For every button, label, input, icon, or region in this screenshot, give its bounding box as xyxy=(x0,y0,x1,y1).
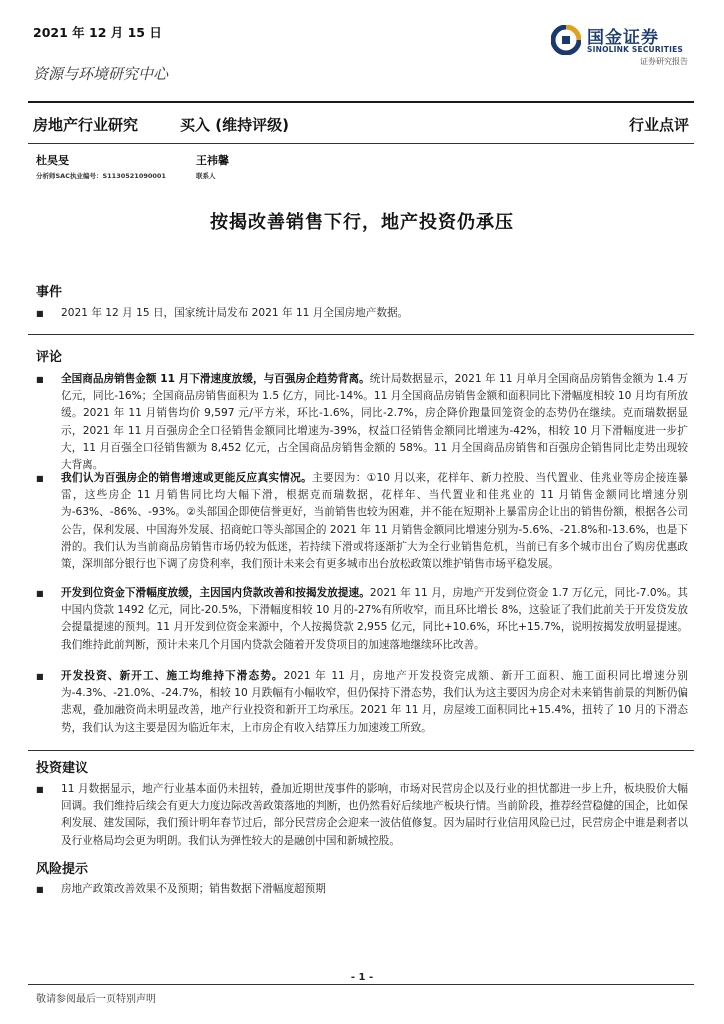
header-divider xyxy=(28,101,694,103)
section-heading-comment: 评论 xyxy=(36,350,63,365)
list-item: ■ 开发到位资金下滑幅度放缓，主因国内贷款改善和按揭发放提速。2021 年 11 月，房地产开发到位资金 1.7 万亿元，同比-7.0%。其中国内贷款 1492 亿元，同比-20.5%，下滑幅度相较 10 月的-27%有所收窄，而且环比增长 8%，这验证了我们此前关于开发贷发放会提量提速的预判。11 月开发到位资金来源中，个人按揭贷款 2,955 亿元，同比+10.6%，环比+15.7%，说明按揭发放明显提速。我们维持此前判断，预计未来几个月国内贷款会随着开发贷项目的加速落地继续环比改善。 xyxy=(36,587,688,651)
section-divider xyxy=(28,334,694,335)
disclaimer-note: 敬请参阅最后一页特别声明 xyxy=(36,994,156,1005)
list-item: ■ 开发投资、新开工、施工均维持下滑态势。2021 年 11 月，房地产开发投资完成额、新开工面积、施工面积同比增速分别为-4.3%、-21.0%、-24.7%，相较 10 月跌幅有小幅收窄，但仍保持下滑态势，我们认为这主要因为房企对未来销售前景的判断仍偏悲观，叠加融资尚未明显改善，地产行业投资和新开工均承压。2021 年 11 月，房屋竣工面积同比+15.4%，扭转了 10 月的下滑态势，我们认为这主要是因为临近年末，上市房企有收入结算压力加速竣工所致。 xyxy=(36,670,688,734)
bullet-icon: ■ xyxy=(36,885,44,894)
report-date: 2021 年 12 月 15 日 xyxy=(33,25,162,40)
bullet-icon: ■ xyxy=(36,785,44,794)
report-title: 按揭改善销售下行，地产投资仍承压 xyxy=(210,212,514,233)
title-row xyxy=(33,114,689,138)
research-center: 资源与环境研究中心 xyxy=(33,65,169,83)
report-type-label: 证券研究报告 xyxy=(640,57,688,66)
section-heading-event: 事件 xyxy=(36,285,63,300)
bullet-icon: ■ xyxy=(36,474,44,483)
rating-label: 买入 (维持评级) xyxy=(180,116,289,134)
list-item: ■ 我们认为百强房企的销售增速或更能反应真实情况。主要因为：①10 月以来，花样年、新力控股、当代置业、佳兆业等房企接连暴雷，这些房企 11 月销售同比均大幅下滑，根据克而瑞数据，花样年、当代置业和佳兆业的 11 月销售金额同比增速分别为-63%、-86%、-93%。②头部国企即使信誉更好，当前销售也较为困难，并不能在短期补上暴雷房企让出的销售份额，根据各公司公告，保利发展、中国海外发展、招商蛇口等头部国企的 2021 年 11 月销售金额同比增速分别为-5.6%、-21.8%和-13.6%，也是下滑的。我们认为当前商品房销售市场仍较为低迷，若持续下滑或将逐渐扩大为全行业销售危机，当前已有多个城市出台了购房优惠政策，深圳部分银行也下调了房贷利率，我们预计未来会有更多城市出台放松政策以维护销售市场平稳发展。 xyxy=(36,472,689,571)
industry-title: 房地产行业研究 xyxy=(33,116,139,134)
analyst-1 xyxy=(36,152,166,180)
report-category: 行业点评 xyxy=(628,116,689,134)
list-item: ■ 11 月数据显示，地产行业基本面仍未扭转，叠加近期世茂事件的影响，市场对民营房企以及行业的担忧都进一步上升，板块股价大幅回调。我们维持后续会有更大力度边际改善政策落地的判断，也仍然看好后续地产板块行情。当前阶段，推荐经营稳健的国企，比如保利发展、建发国际，我们预计明年春节过后，部分民营房企会迎来一波估值修复。因为届时行业信用风险已过，民营房企中谁是剩者以及行业格局均会更为明朗。我们认为弹性较大的是融创中国和新城控股。 xyxy=(36,783,688,847)
footer-divider xyxy=(28,984,694,985)
title-divider xyxy=(28,143,694,144)
bullet-icon: ■ xyxy=(36,672,44,681)
section-heading-advice: 投资建议 xyxy=(36,761,89,776)
list-item: ■ 全国商品房销售金额 11 月下滑速度放缓，与百强房企趋势背离。统计局数据显示，2021 年 11 月单月全国商品房销售金额为 1.4 万亿元，同比-16%；全国商品房销售面积为 1.5 亿方，同比-14%。11 月全国商品房销售金额和面积同比下滑幅度相较 10 月均有所放缓。2021 年 11 月销售均价 9,597 元/平方米，环比-1.6%，同比-2.7%，房企降价跑量回笼资金的态势仍在继续。克而瑞数据显示，2021 年 11 月百强房企全口径销售金额同比增速为-39%，权益口径销售金额同比增速为-42%，相较 10 月下滑幅度进一步扩大，11 月百强全口径销售额为 8,452 亿元，占全国商品房销售金额的 58%。11 月全国商品房销售和百强房企销售同比走势出现较大背离。 xyxy=(36,373,688,472)
analyst-2 xyxy=(196,152,229,180)
analyst-cert: 联系人 xyxy=(196,172,216,180)
analyst-name: 王祎馨 xyxy=(196,154,229,167)
sinolink-logo-icon xyxy=(551,25,581,55)
bullet-icon: ■ xyxy=(36,309,44,318)
analyst-cert: 分析师SAC执业编号：S1130521090001 xyxy=(36,172,166,180)
list-item: ■ 房地产政策改善效果不及预期；销售数据下滑幅度超预期 xyxy=(36,881,688,898)
analyst-name: 杜昊旻 xyxy=(36,154,69,167)
section-heading-risk: 风险提示 xyxy=(36,862,89,877)
logo-english-name: SINOLINK SECURITIES xyxy=(587,45,684,54)
logo-chinese-name: 国金证券 xyxy=(587,28,659,48)
section-divider xyxy=(28,750,694,751)
bullet-icon: ■ xyxy=(36,375,44,384)
bullet-icon: ■ xyxy=(36,589,44,598)
page-number: - 1 - xyxy=(350,972,374,983)
list-item: ■ 2021 年 12 月 15 日，国家统计局发布 2021 年 11 月全国房地产数据。 xyxy=(36,305,688,322)
